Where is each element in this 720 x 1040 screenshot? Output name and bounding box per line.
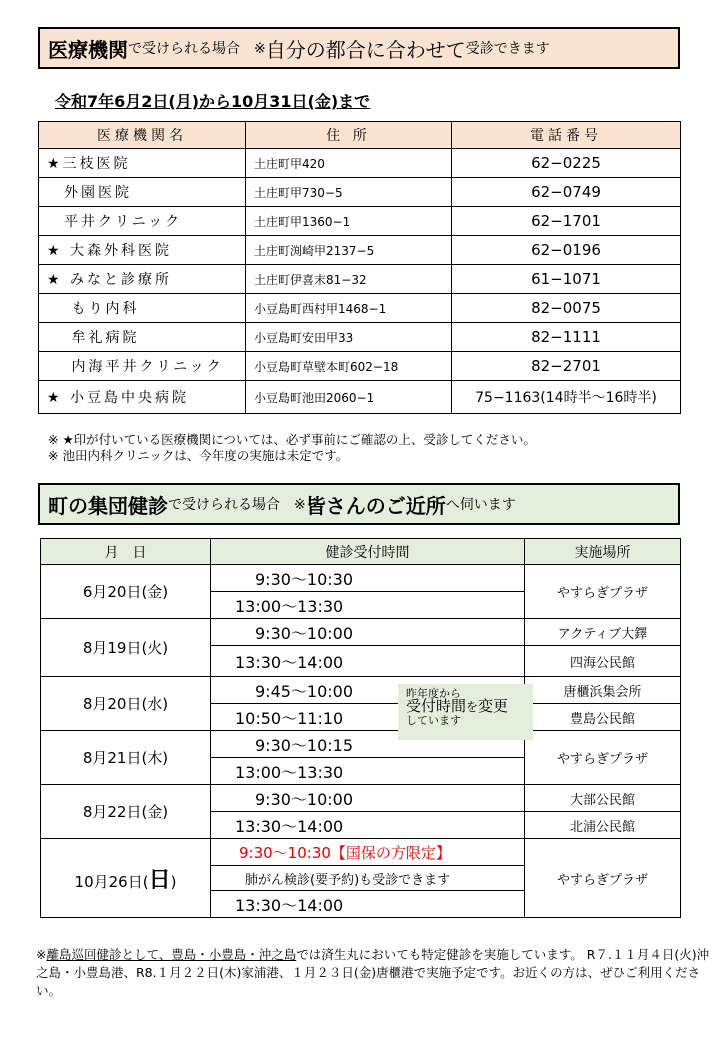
- note-islands: 離島巡回健診として、豊島・小豊島・沖之島: [46, 947, 297, 962]
- clinic-phone: 82−2701: [452, 352, 681, 381]
- checkup-place: 北浦公民館: [525, 812, 681, 839]
- table-row: [41, 565, 681, 592]
- header-date: 月 日: [41, 539, 211, 565]
- table-row: [41, 785, 681, 812]
- clinic-name: ★ みなと診療所: [39, 265, 246, 294]
- table-header-row: [39, 122, 681, 149]
- checkup-time: 9:30〜10:15: [211, 731, 525, 758]
- section1-title-end: 受診できます: [465, 41, 550, 57]
- clinic-name: 外園医院: [39, 178, 246, 207]
- checkup-time: 13:30〜14:00: [211, 812, 525, 839]
- table-row: [41, 677, 681, 704]
- lung-cancer-note: 肺がん検診(要予約)も受診できます: [211, 866, 525, 891]
- note-ikeda: ※ 池田内科クリニックは、今年度の実施は未定です。: [48, 448, 349, 463]
- checkup-date-sunday: [41, 839, 211, 918]
- checkup-date: 8月22日(金): [41, 785, 211, 839]
- table-row: [41, 839, 681, 866]
- checkup-time: 9:30〜10:00: [211, 619, 525, 646]
- table-row: [39, 381, 681, 414]
- sunday-date-prefix: 10月26日(: [74, 872, 149, 891]
- clinic-name: 平井クリニック: [39, 207, 246, 236]
- callout-mid: を: [466, 700, 479, 714]
- checkup-place: やすらぎプラザ: [525, 839, 681, 918]
- clinic-name: ★ 大森外科医院: [39, 236, 246, 265]
- clinic-table: [38, 121, 681, 414]
- section1-title-mid: で受けられる場合 ※: [128, 41, 266, 57]
- section2-title-main: 町の集団健診: [48, 493, 168, 518]
- section2-header: [38, 483, 680, 525]
- clinic-address: 小豆島町安田甲33: [246, 323, 452, 352]
- callout-line1: 昨年度から: [406, 687, 461, 700]
- callout-bold: 受付時間: [406, 697, 467, 715]
- clinic-address: 土庄町渕崎甲2137−5: [246, 236, 452, 265]
- checkup-time: 9:30〜10:30: [211, 565, 525, 592]
- header-phone: 電話番号: [452, 122, 681, 149]
- clinic-phone: 82−1111: [452, 323, 681, 352]
- checkup-time-limited: 9:30〜10:30【国保の方限定】: [211, 839, 525, 866]
- table-row: [39, 149, 681, 178]
- callout-line3: しています: [406, 714, 461, 727]
- checkup-time: 13:30〜14:00: [211, 646, 525, 677]
- clinic-notes: [48, 432, 536, 464]
- section2-title-emphasis: 皆さんのご近所: [305, 493, 446, 518]
- section1-header: [38, 27, 680, 69]
- section1-title-main: 医療機関: [48, 37, 128, 62]
- clinic-address: 土庄町甲420: [246, 149, 452, 178]
- sunday-date-suffix: ): [170, 872, 177, 891]
- table-row: [39, 352, 681, 381]
- checkup-place: やすらぎプラザ: [525, 731, 681, 785]
- clinic-phone: 62−0225: [452, 149, 681, 178]
- clinic-name: 内海平井クリニック: [39, 352, 246, 381]
- time-change-callout: [398, 684, 533, 740]
- checkup-date: 8月21日(木): [41, 731, 211, 785]
- checkup-date: 6月20日(金): [41, 565, 211, 619]
- clinic-address: 土庄町甲1360−1: [246, 207, 452, 236]
- checkup-time: 13:00〜13:30: [211, 758, 525, 785]
- header-clinic-name: 医療機関名: [39, 122, 246, 149]
- clinic-phone: 75−1163(14時半〜16時半): [452, 381, 681, 414]
- clinic-name: もり内科: [39, 294, 246, 323]
- clinic-address: 小豆島町西村甲1468−1: [246, 294, 452, 323]
- section2-title-end: へ伺います: [445, 497, 516, 513]
- table-row: [41, 619, 681, 646]
- note-mark: ※: [36, 947, 47, 962]
- clinic-address: 小豆島町池田2060−1: [246, 381, 452, 414]
- note-reservation: ※ ★印が付いている医療機関については、必ず事前にご確認の上、受診してください。: [48, 432, 536, 447]
- header-place: 実施場所: [525, 539, 681, 565]
- checkup-time: 10:50〜11:10: [211, 704, 525, 731]
- section1-title-emphasis: 自分の都合に合わせて: [265, 37, 466, 62]
- clinic-phone: 62−1701: [452, 207, 681, 236]
- table-header-row: [41, 539, 681, 565]
- note-body: では済生丸においても特定健診を実施しています。 R７.１１月４日(火)沖之島・小豊島港、R8.１月２２日(木)家浦港、１月２３日(金)唐櫃港で実施予定です。お近くの方は、ぜひご利用ください。: [36, 947, 710, 998]
- table-row: [39, 294, 681, 323]
- checkup-place: やすらぎプラザ: [525, 565, 681, 619]
- checkup-date: 8月20日(水): [41, 677, 211, 731]
- checkup-time: 13:30〜14:00: [211, 891, 525, 918]
- sunday-day-mark: 日: [148, 867, 171, 893]
- clinic-address: 土庄町伊喜末81−32: [246, 265, 452, 294]
- clinic-name: 牟礼病院: [39, 323, 246, 352]
- checkup-place: 四海公民館: [525, 646, 681, 677]
- checkup-place: 唐櫃浜集会所: [525, 677, 681, 704]
- header-time: 健診受付時間: [211, 539, 525, 565]
- table-row: [41, 731, 681, 758]
- clinic-phone: 62−0749: [452, 178, 681, 207]
- group-checkup-table: [40, 538, 681, 918]
- period-text: 令和7年6月2日(月)から10月31日(金)まで: [55, 92, 371, 111]
- checkup-time: 9:30〜10:00: [211, 785, 525, 812]
- clinic-name: ★三枝医院: [39, 149, 246, 178]
- clinic-phone: 62−0196: [452, 236, 681, 265]
- header-address: 住 所: [246, 122, 452, 149]
- checkup-time: 13:00〜13:30: [211, 592, 525, 619]
- table-row: [39, 178, 681, 207]
- clinic-address: 土庄町甲730−5: [246, 178, 452, 207]
- clinic-phone: 82−0075: [452, 294, 681, 323]
- checkup-place: 大部公民館: [525, 785, 681, 812]
- clinic-phone: 61−1071: [452, 265, 681, 294]
- table-row: [39, 207, 681, 236]
- clinic-address: 小豆島町草壁本町602−18: [246, 352, 452, 381]
- callout-bold2: 変更: [478, 697, 509, 715]
- checkup-place: 豊島公民館: [525, 704, 681, 731]
- clinic-name: ★ 小豆島中央病院: [39, 381, 246, 414]
- checkup-place: アクティブ大鐸: [525, 619, 681, 646]
- checkup-time: 9:45〜10:00: [211, 677, 525, 704]
- table-row: [39, 265, 681, 294]
- table-row: [39, 323, 681, 352]
- island-checkup-note: [36, 946, 716, 1000]
- checkup-date: 8月19日(火): [41, 619, 211, 677]
- table-row: [39, 236, 681, 265]
- section2-title-mid: で受けられる場合 ※: [168, 497, 306, 513]
